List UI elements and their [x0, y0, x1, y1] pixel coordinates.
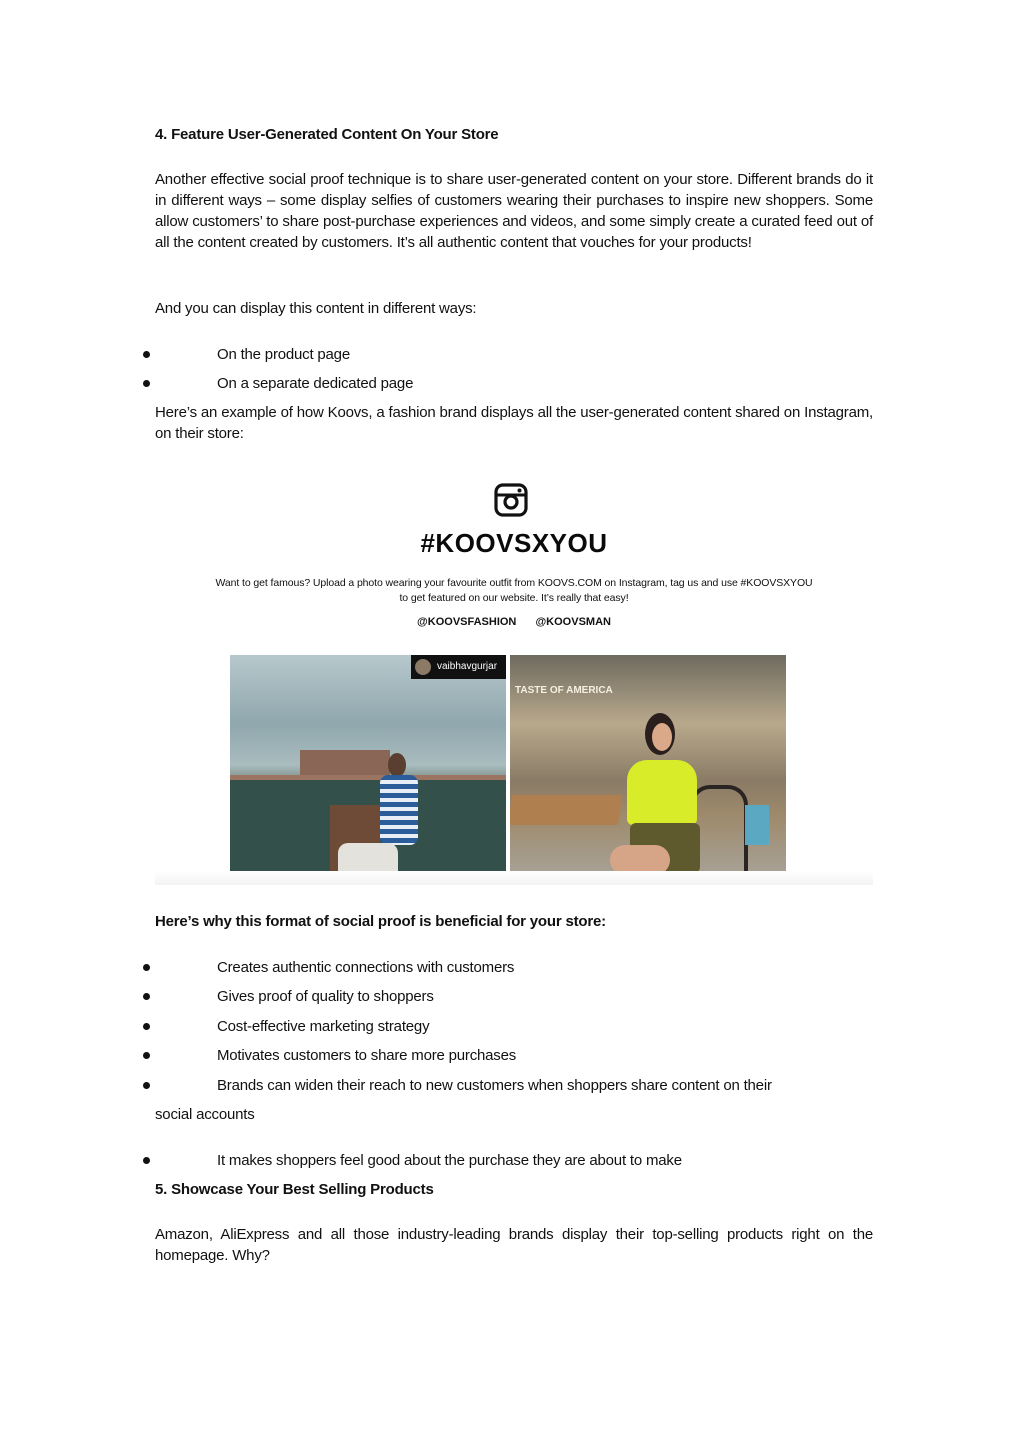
- section-4-intro-paragraph: Another effective social proof technique is to share user-generated content on your store. Different brands do it in different ways – some display selfies of customers wearing their purchases to inspire new shoppers. Some allow customers’ to share post-purchase experiences and videos, and some simply create a curated feed out of all the content created by customers. It’s all authentic content that vouches for your products!: [155, 171, 873, 251]
- man-shirt: [380, 775, 418, 845]
- bullet-icon: [143, 380, 150, 387]
- ugc-photo-man: [230, 655, 506, 884]
- list-item-continuation: social accounts: [155, 1106, 255, 1123]
- list-item-text: Brands can widen their reach to new customers when shoppers share content on their: [217, 1077, 772, 1094]
- bullet-icon: [143, 964, 150, 971]
- ugc-photo-woman: [510, 655, 786, 884]
- bullet-icon: [143, 1157, 150, 1164]
- hashtag-title: #KOOVSXYOU: [420, 528, 608, 558]
- bin: [745, 805, 769, 845]
- instagram-handles: [155, 616, 873, 628]
- woman-face: [652, 723, 672, 751]
- list-item-text: Gives proof of quality to shoppers: [217, 988, 434, 1005]
- image-bottom-fade: [155, 871, 873, 885]
- display-ways-intro: And you can display this content in different ways:: [155, 300, 477, 317]
- user-badge: [411, 655, 506, 679]
- cafe-table: [510, 795, 622, 825]
- section-5-intro-paragraph: Amazon, AliExpress and all those industry-leading brands display their top-selling products right on the homepage. Why?: [155, 1226, 873, 1264]
- handle-koovsfashion: @KOOVSFASHION: [417, 616, 517, 628]
- bullet-icon: [143, 351, 150, 358]
- bullet-icon: [143, 1023, 150, 1030]
- list-item-text: It makes shoppers feel good about the purchase they are about to make: [217, 1152, 682, 1169]
- username: vaibhavgurjar: [437, 661, 498, 672]
- benefits-heading: Here’s why this format of social proof is beneficial for your store:: [155, 913, 606, 930]
- example-intro-paragraph: Here’s an example of how Koovs, a fashion brand displays all the user-generated content shared on Instagram, on their store:: [155, 404, 873, 442]
- list-item-text: On a separate dedicated page: [217, 375, 414, 392]
- list-item-text: Motivates customers to share more purchases: [217, 1047, 517, 1064]
- list-item-text: Cost-effective marketing strategy: [217, 1018, 430, 1035]
- avatar: [415, 659, 431, 675]
- list-item-text: Creates authentic connections with customers: [217, 959, 515, 976]
- woman-top: [627, 760, 697, 825]
- section-4-heading: 4. Feature User-Generated Content On Your Store: [155, 126, 499, 143]
- cafe-sign: TASTE OF AMERICA: [515, 685, 613, 696]
- bullet-icon: [143, 993, 150, 1000]
- instagram-icon: [493, 482, 529, 518]
- section-5-heading: 5. Showcase Your Best Selling Products: [155, 1181, 434, 1198]
- koovs-example-image: [155, 470, 873, 885]
- bullet-icon: [143, 1052, 150, 1059]
- hashtag-blurb: Want to get famous? Upload a photo wearing your favourite outfit from KOOVS.COM on Instagram, tag us and use #KOOVSXYOU to get featured on our website. It’s really that easy!: [215, 577, 813, 604]
- list-item-text: On the product page: [217, 346, 350, 363]
- handle-koovsman: @KOOVSMAN: [535, 616, 611, 628]
- bullet-icon: [143, 1082, 150, 1089]
- man-head: [388, 753, 406, 777]
